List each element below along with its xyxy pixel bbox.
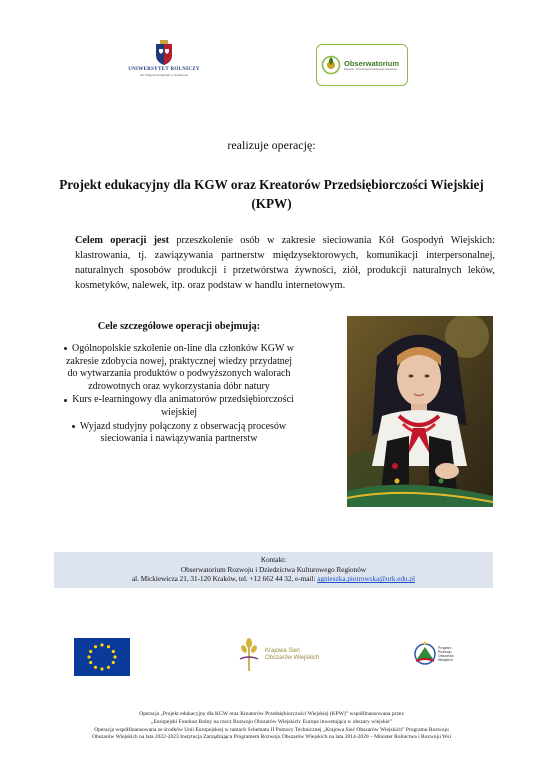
ksow-line-2: Obszarów Wiejskich [265, 655, 320, 661]
goal-item [60, 421, 298, 446]
footer-line-2: „Europejski Fundusz Rolny na rzecz Rozwoju Obszarów Wiejskich: Europa inwestująca w obszary wiejskie” [151, 718, 392, 725]
ksow-line-1: Krajowa Sieć [265, 648, 301, 654]
contact-email-link[interactable]: agnieszka.piotrowska@urk.edu.pl [317, 575, 416, 584]
intro-text: przeszkolenie osób w zakresie sieciowania Kół Gospodyń Wiejskich: klastrowania, tj. zawiązywania partnerstw międzysektorowych, komunikacji interpersonalnej, naturalnych sposobów produkcji i przetwórstwa żywności, ziół, produkcji naturalnych leków, kosmetyków, nalewek, itp. oraz podstaw w handlu internetowym. [75, 235, 496, 291]
prow-line-2: Rozwoju [438, 649, 452, 654]
prow-line-3: Obszarów [438, 654, 454, 658]
obserwatorium-emblem-icon [321, 55, 341, 75]
bullet-icon [64, 347, 67, 350]
goal-text: Wyjazd studyjny połączony z obserwacją procesów sieciowania i nawiązywania partnerstw [79, 420, 287, 445]
contact-label: Kontakt: [260, 556, 287, 564]
university-crest-icon [153, 40, 175, 66]
goal-item [60, 343, 298, 393]
folk-costume-photo [347, 316, 493, 507]
ksow-logo [236, 634, 332, 676]
intro-paragraph [75, 233, 495, 293]
obserwatorium-logo [316, 44, 408, 86]
title-line-1: Projekt edukacyjny dla KGW oraz Kreatorów Przedsiębiorczości Wiejskiej [59, 177, 484, 192]
goals-heading: Cele szczegółowe operacji obejmują: [97, 321, 261, 332]
footer-line-1: Operacja „Projekt edukacyjny dla KGW oraz Kreatorów Przedsiębiorczości Wiejskiej (KPW)” współfinansowana przez [139, 711, 404, 717]
footer-line-3: Operacja współfinansowana ze środków Unii Europejskiej w ramach Schematu II Pomocy Technicznej „Krajowa Sieć Obszarów Wiejskich” Programu Rozwoju [94, 726, 449, 733]
title-line-2: (KPW) [251, 196, 292, 211]
obserwatorium-name: Obserwatorium [344, 58, 400, 68]
contact-box [54, 552, 493, 588]
page-title [40, 175, 503, 213]
prow-emblem-icon [414, 639, 436, 669]
footer-text [20, 711, 523, 742]
university-subtitle: im. Hugona Kołłątaja w Krakowie [139, 73, 189, 77]
intro-lead: Celem operacji jest [75, 235, 170, 246]
prow-line-1: Program [438, 645, 452, 650]
realizuje-text: realizuje operację: [227, 138, 316, 152]
contact-address: al. Mickiewicza 21, 31-120 Kraków, tel. +12 662 44 32, e-mail: [131, 575, 318, 584]
prow-logo [414, 636, 458, 672]
goal-text: Ogólnopolskie szkolenie on-line dla członków KGW w zakresie zdobycia nowej, praktycznej wiedzy przydatnej do wytwarzania produktów o podwyższonych walorach zdrowotnych oraz wykorzystania dóbr natury [65, 343, 294, 392]
wheat-icon [236, 637, 262, 673]
eu-flag-logo [74, 638, 130, 676]
university-name: UNIWERSYTET ROLNICZY [128, 67, 200, 72]
contact-org: Obserwatorium Rozwoju i Dziedzictwa Kulturowego Regionów [180, 565, 367, 574]
obserwatorium-subtitle: Rozwoju i Dziedzictwa Kulturowego Regionów [344, 67, 398, 71]
university-logo [118, 40, 210, 92]
goals-list [60, 343, 298, 447]
bullet-icon [72, 425, 75, 428]
bullet-icon [64, 399, 67, 402]
footer-line-4: Obszarów Wiejskich na lata 2022-2023 Instytucja Zarządzająca Programem Rozwoju Obszarów Wiejskich na lata 2014-2020 – Minister Rolnictwa i Rozwoju Wsi [92, 734, 451, 741]
eu-stars-icon [74, 638, 130, 676]
goal-text: Kurs e-learningowy dla animatorów przedsiębiorczości wiejskiej [72, 394, 294, 418]
goal-item [60, 394, 298, 419]
prow-line-4: Wiejskich [438, 658, 453, 663]
contact-address-line [54, 575, 493, 585]
